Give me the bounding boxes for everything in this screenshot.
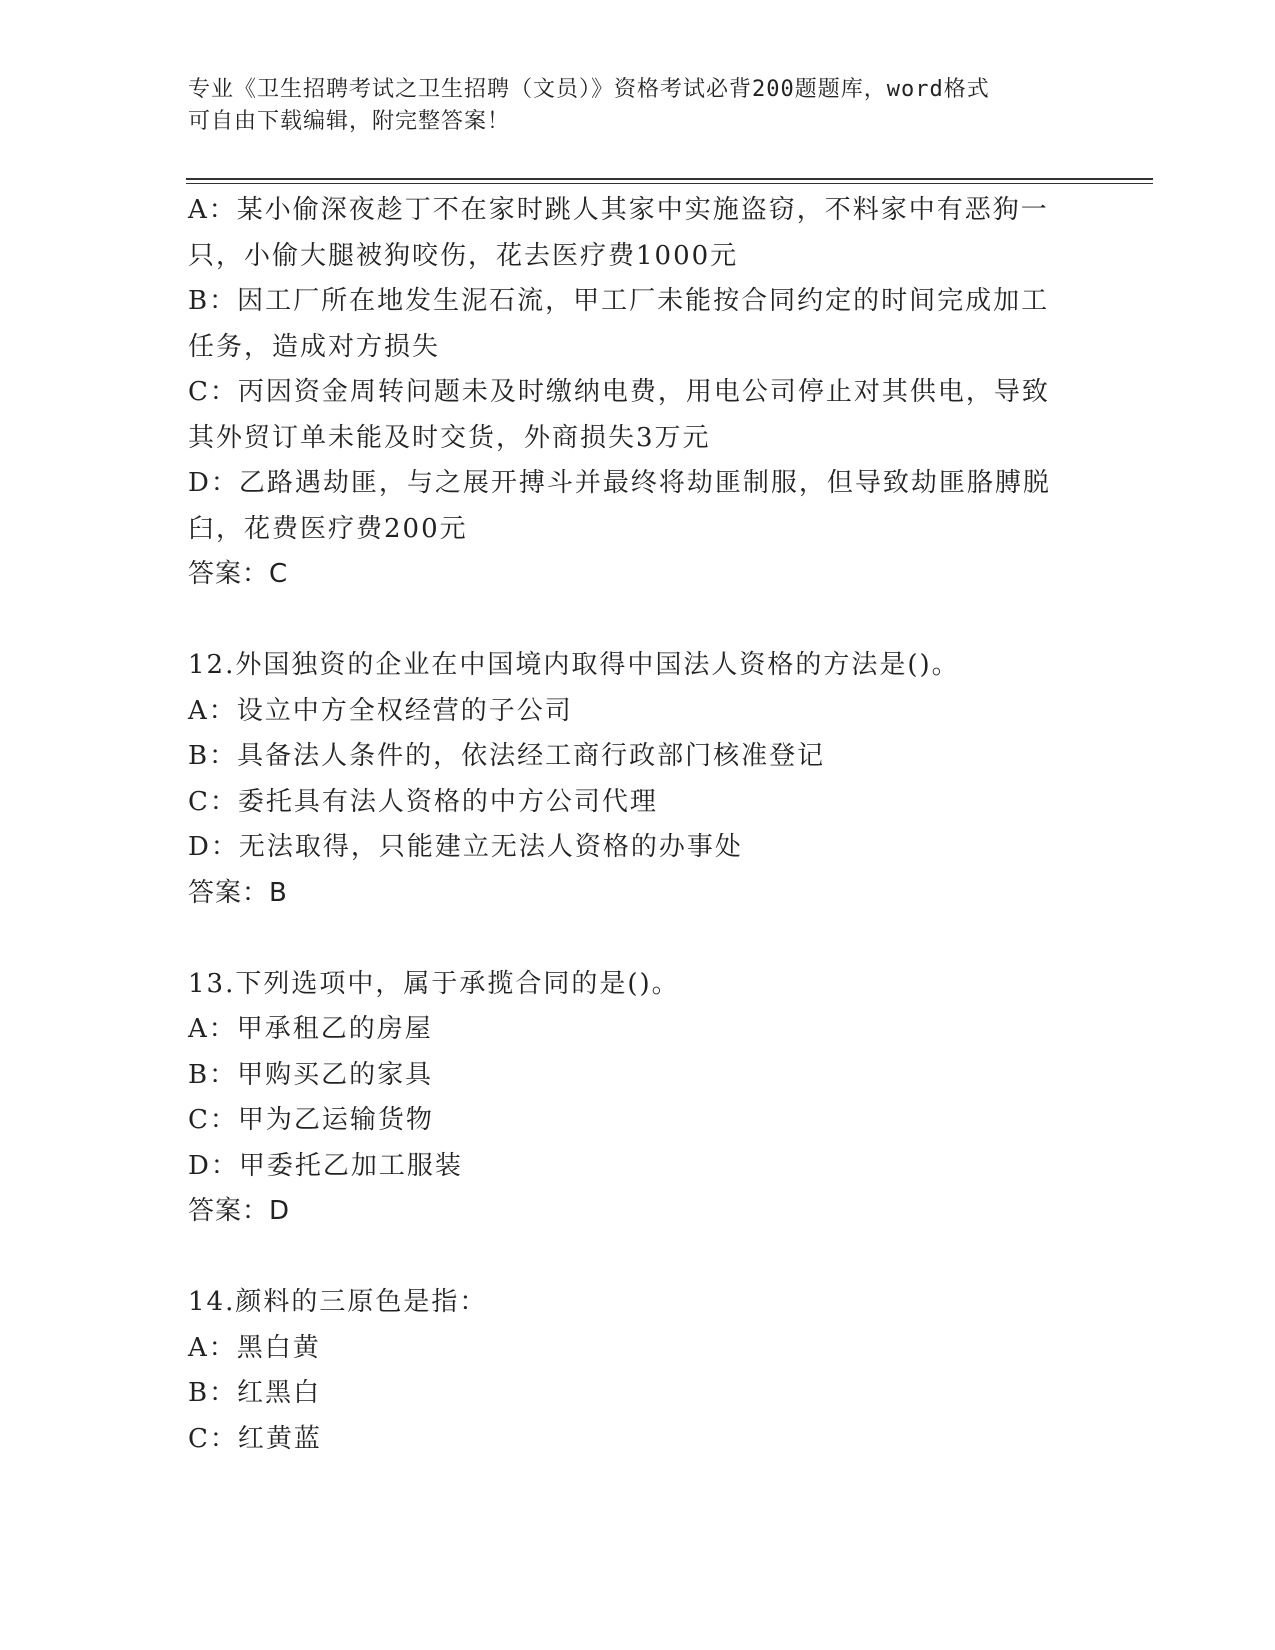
option-d-line-2: 臼，花费医疗费200元 <box>188 513 468 544</box>
answer-line: 答案：D <box>188 1196 291 1226</box>
question-13-block <box>188 962 1088 1235</box>
option-c: C：委托具有法人资格的中方公司代理 <box>188 786 658 817</box>
question-stem: 13.下列选项中，属于承揽合同的是()。 <box>188 968 680 999</box>
spacer <box>188 916 1088 962</box>
option-d: D：甲委托乙加工服装 <box>188 1150 463 1181</box>
question-stem: 12.外国独资的企业在中国境内取得中国法人资格的方法是()。 <box>188 650 960 680</box>
option-b: B：具备法人条件的，依法经工商行政部门核准登记 <box>188 741 826 771</box>
header-rule-thick <box>186 178 1153 180</box>
header-title-line-2: 可自由下载编辑，附完整答案！ <box>188 109 511 134</box>
option-a-line-1: A：某小偷深夜趁丁不在家时跳人其家中实施盗窃，不料家中有恶狗一 <box>188 195 1049 225</box>
answer-line: 答案：B <box>188 877 288 908</box>
question-11-block <box>188 188 1088 598</box>
option-a: A：黑白黄 <box>188 1332 321 1363</box>
option-b: B：红黑白 <box>188 1378 322 1408</box>
option-c-line-2: 其外贸订单未能及时交货，外商损失3万元 <box>188 422 711 453</box>
option-d-line-1: D：乙路遇劫匪，与之展开搏斗并最终将劫匪制服，但导致劫匪胳膊脱 <box>188 468 1051 498</box>
option-b-line-2: 任务，造成对方损失 <box>188 331 441 362</box>
option-a-line-2: 只，小偷大腿被狗咬伤，花去医疗费1000元 <box>188 240 739 271</box>
option-c: C：红黄蓝 <box>188 1423 322 1454</box>
option-a: A：甲承租乙的房屋 <box>188 1014 433 1044</box>
option-a: A：设立中方全权经营的子公司 <box>188 695 573 726</box>
answer-line: 答案：C <box>188 559 289 589</box>
option-b-line-1: B：因工厂所在地发生泥石流，甲工厂未能按合同约定的时间完成加工 <box>188 286 1050 316</box>
option-c: C：甲为乙运输货物 <box>188 1105 434 1135</box>
document-header <box>188 74 1088 138</box>
option-c-line-1: C：丙因资金周转问题未及时缴纳电费，用电公司停止对其供电，导致 <box>188 377 1050 407</box>
spacer <box>188 598 1088 644</box>
question-content <box>188 188 1088 1462</box>
question-12-block <box>188 643 1088 916</box>
question-stem: 14.颜料的三原色是指： <box>188 1287 488 1317</box>
header-rule-thin <box>186 183 1153 184</box>
spacer <box>188 1235 1088 1281</box>
option-b: B：甲购买乙的家具 <box>188 1059 434 1090</box>
header-title-line-1: 专业《卫生招聘考试之卫生招聘（文员）》资格考试必背200题题库，word格式 <box>188 77 990 102</box>
option-d: D：无法取得，只能建立无法人资格的办事处 <box>188 832 743 862</box>
question-14-block <box>188 1280 1088 1462</box>
